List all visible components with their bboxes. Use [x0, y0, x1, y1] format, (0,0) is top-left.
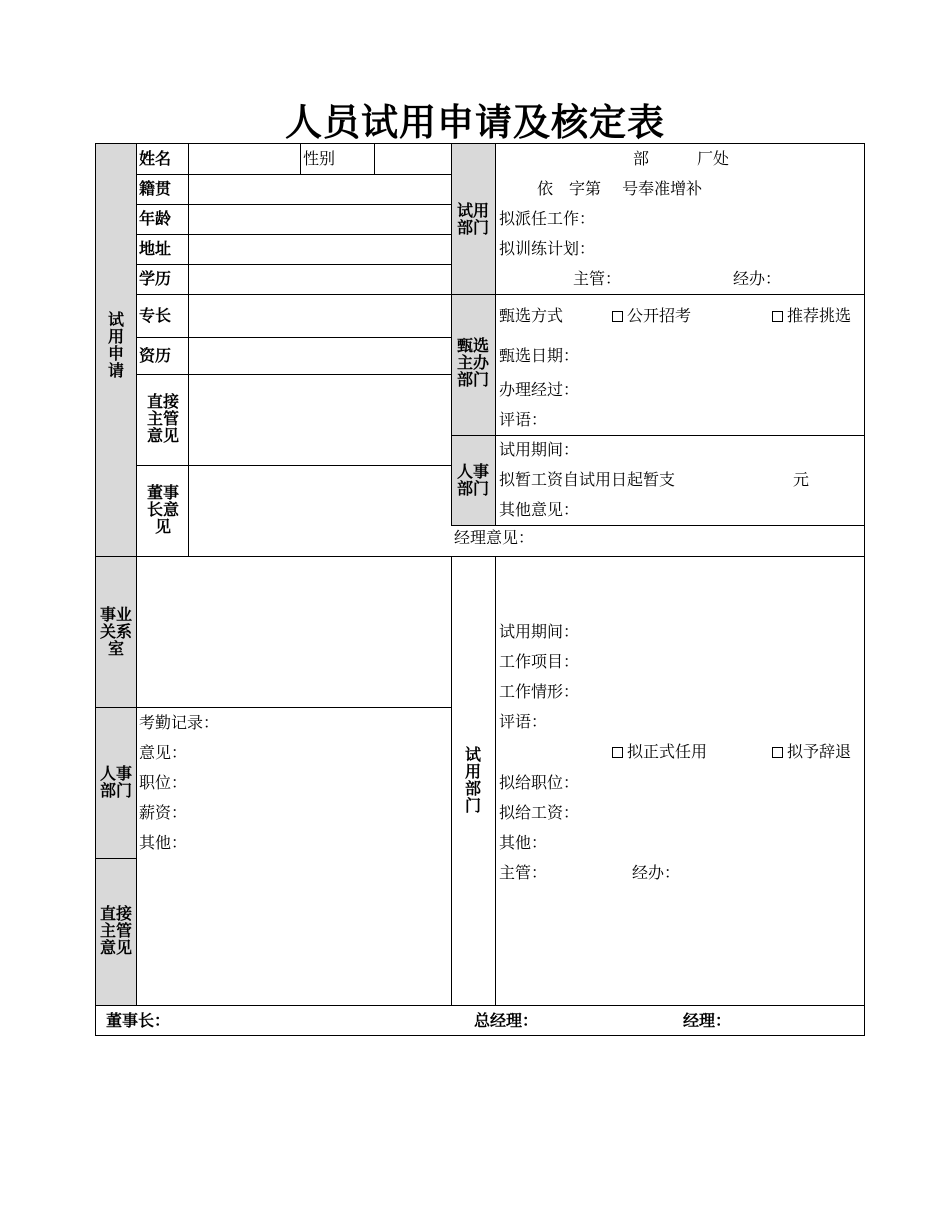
hr-dept-label-top: 人事部门 [456, 462, 489, 498]
handler-sign-label: 经办： [733, 269, 782, 288]
divider [300, 144, 301, 174]
age-field[interactable] [189, 205, 450, 233]
footer-general-manager-label: 总经理： [474, 1011, 539, 1030]
career-office-field[interactable] [137, 557, 451, 706]
name-label: 姓名 [139, 149, 172, 168]
selection-date-label: 甄选日期： [499, 346, 580, 365]
footer-manager-label: 经理： [683, 1011, 732, 1030]
hr-opinion-label: 意见： [139, 743, 188, 762]
work-items-label: 工作项目： [499, 652, 580, 671]
selection-dept-label: 甄选主办部门 [456, 336, 489, 389]
supervisor-opinion-field[interactable] [189, 375, 450, 464]
hr-salary-unit: 元 [793, 470, 810, 489]
hr-other-label: 其他意见： [499, 500, 580, 519]
trial-supervisor-sign-label: 主管： [499, 863, 548, 882]
work-status-label: 工作情形： [499, 682, 580, 701]
qualification-field[interactable] [189, 338, 450, 373]
trial-dept-label-bottom: 试用部门 [464, 745, 481, 815]
specialty-field[interactable] [189, 295, 450, 336]
gender-field[interactable] [375, 145, 450, 173]
hometown-label: 籍贯 [139, 179, 172, 198]
supervisor-opinion-label: 直接主管意见 [146, 392, 179, 445]
divider [451, 556, 452, 1005]
checkbox-icon [612, 311, 623, 322]
selection-method-label: 甄选方式 [499, 306, 564, 325]
qualification-label: 资历 [139, 346, 172, 365]
specialty-label: 专长 [139, 306, 172, 325]
divider [451, 294, 864, 295]
trial-period-bottom-label: 试用期间： [499, 622, 580, 641]
manager-opinion-label: 经理意见： [454, 528, 535, 547]
hr-salary-bottom-label: 薪资： [139, 803, 188, 822]
checkbox-icon [612, 747, 623, 758]
assign-work-label: 拟派任工作： [499, 209, 596, 228]
hr-salary-label: 拟暂工资自试用日起暂支 [499, 470, 676, 489]
hr-trial-period-label: 试用期间： [499, 440, 580, 459]
option-recommend[interactable]: 推荐挑选 [772, 306, 851, 326]
trial-comment-label: 评语： [499, 712, 548, 731]
trial-dept-label: 试用部门 [456, 201, 489, 237]
hr-dept-label-bottom: 人事部门 [99, 764, 132, 800]
proposed-salary-label: 拟给工资： [499, 803, 580, 822]
career-office-label: 事业关系室 [99, 605, 132, 658]
education-field[interactable] [189, 265, 450, 293]
form-title: 人员试用申请及核定表 [285, 101, 665, 144]
divider [495, 556, 496, 1005]
divider [451, 144, 452, 526]
direct-supervisor-label: 直接主管意见 [99, 904, 132, 957]
checkbox-icon [772, 311, 783, 322]
checkbox-icon [772, 747, 783, 758]
education-label: 学历 [139, 269, 172, 288]
training-plan-label: 拟训练计划： [499, 239, 596, 258]
address-label: 地址 [139, 239, 172, 258]
divider [96, 1005, 864, 1006]
section-label-application: 试用申请 [107, 310, 124, 380]
option-dismiss[interactable]: 拟予辞退 [772, 742, 851, 762]
divider [451, 525, 864, 526]
attendance-label: 考勤记录： [139, 713, 220, 732]
selection-process-label: 办理经过： [499, 380, 580, 399]
hr-other-bottom-label: 其他： [139, 833, 188, 852]
chairman-opinion-label: 董事长意见 [146, 483, 179, 536]
age-label: 年龄 [139, 209, 172, 228]
dept-text: 部 [633, 149, 650, 168]
proposed-position-label: 拟给职位： [499, 773, 580, 792]
approval-text: 依 字第 号奉准增补 [537, 179, 703, 198]
address-field[interactable] [189, 235, 450, 263]
hometown-field[interactable] [189, 175, 450, 203]
divider [495, 144, 496, 526]
hr-position-label: 职位： [139, 773, 188, 792]
divider [451, 435, 864, 436]
divider [96, 707, 451, 708]
supervisor-sign-label: 主管： [573, 269, 622, 288]
selection-comment-label: 评语： [499, 410, 548, 429]
trial-handler-sign-label: 经办： [632, 863, 681, 882]
footer-chairman-label: 董事长： [106, 1011, 171, 1030]
name-field[interactable] [189, 145, 299, 173]
chairman-opinion-field[interactable] [189, 466, 450, 555]
factory-text: 厂处 [697, 149, 730, 168]
divider [96, 858, 136, 859]
trial-other-label: 其他： [499, 833, 548, 852]
gender-label: 性别 [303, 149, 336, 168]
option-public-exam[interactable]: 公开招考 [612, 306, 691, 326]
option-formal-hire[interactable]: 拟正式任用 [612, 742, 707, 762]
